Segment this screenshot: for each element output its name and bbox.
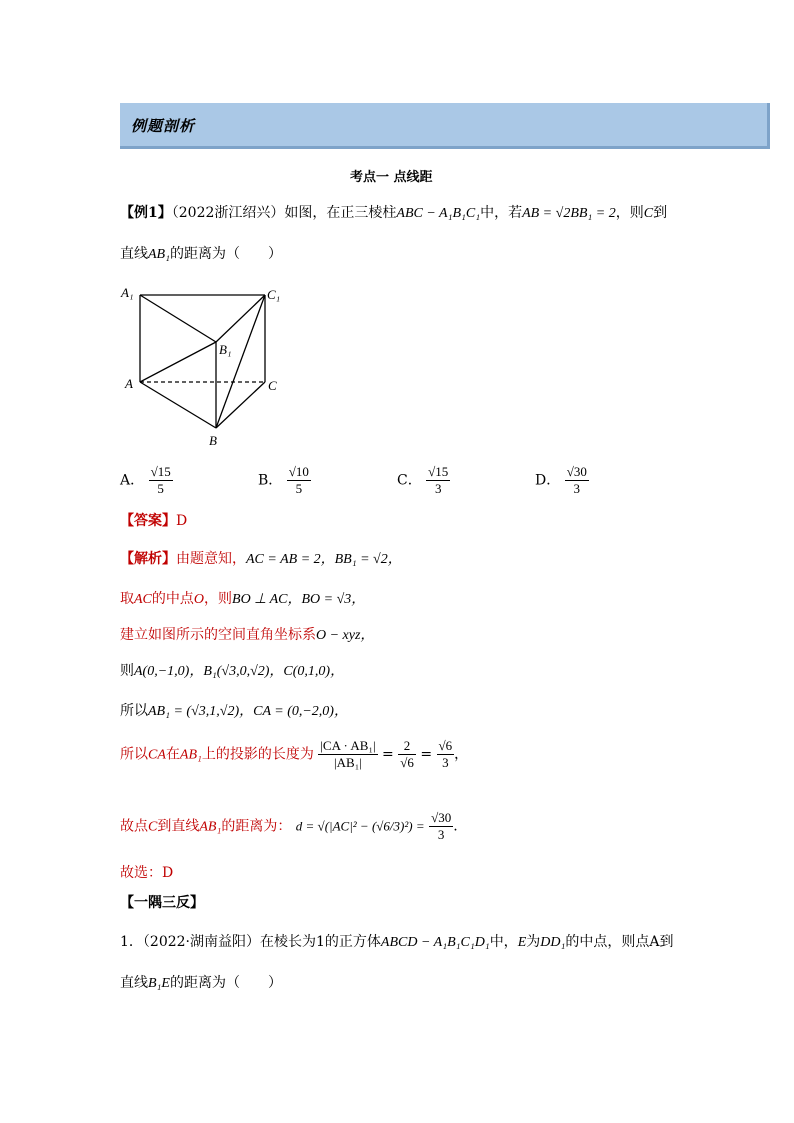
example-text-2b: 的距离为（ ） [169, 246, 282, 262]
analysis-l3-math: O − xyz， [316, 628, 375, 643]
option-c-fraction [426, 464, 450, 497]
option-c-letter: C． [397, 472, 422, 489]
option-b[interactable] [258, 464, 311, 497]
option-b-num: √10 [288, 464, 309, 479]
analysis-line-8: 故选：D [120, 865, 174, 881]
practice-q1-c: 为 [526, 934, 541, 950]
analysis-l7-ab1: AB₁ [199, 819, 222, 835]
projection-2-num: 2 [398, 738, 416, 755]
analysis-label: 【解析】 [120, 551, 176, 567]
example-label: 【例1】 [120, 205, 172, 221]
projection-den: |AB₁| [334, 755, 362, 770]
distance-formula: d = √(|AC|² − (√6/3)²) = [295, 818, 425, 834]
segment-bc1 [216, 295, 265, 428]
analysis-l4-math: A(0,−1,0)，B₁(√3,0,√2)，C(0,1,0)， [134, 664, 345, 679]
section-banner-title: 例题剖析 [131, 117, 196, 135]
practice-q2-a: 直线 [120, 975, 148, 991]
analysis-l2-ac: AC [134, 592, 152, 607]
practice-q1-a: 1．（2022·湖南益阳）在棱长为1的正方体 [120, 934, 381, 950]
analysis-line-6 [120, 738, 468, 771]
analysis-l7-c2: 的距离为： [221, 818, 292, 835]
condition-math: AB = √2BB₁ = 2 [522, 206, 616, 221]
example-line-1 [120, 202, 667, 222]
label-b1: B₁ [219, 342, 232, 357]
option-c-num: √15 [428, 464, 449, 479]
option-d[interactable] [535, 464, 589, 497]
analysis-l6-b: 在 [165, 746, 180, 763]
option-d-letter: D． [535, 472, 561, 489]
projection-fraction-3 [437, 738, 455, 771]
practice-q2-b: 的距离为（ ） [169, 975, 282, 991]
projection-2-den: √6 [400, 755, 414, 770]
analysis-l6-eq: = [382, 746, 394, 763]
example-text-d: 到 [653, 205, 668, 221]
example-line-2 [120, 243, 282, 263]
projection-3-num: √6 [438, 738, 453, 753]
analysis-l6-ca: CA [148, 747, 166, 763]
option-d-fraction [565, 464, 589, 497]
analysis-l1-text: 由题意知， [176, 551, 246, 567]
analysis-l6-eq2: = [420, 746, 433, 763]
distance-den: 3 [437, 827, 445, 842]
analysis-l7-c: C [148, 819, 158, 835]
option-b-fraction [287, 464, 311, 497]
analysis-line-4 [120, 660, 344, 680]
projection-3-den: 3 [442, 755, 449, 770]
practice-b1e: B₁E [148, 976, 170, 991]
distance-num: √30 [431, 810, 452, 825]
analysis-l5-math: AB₁ = (√3,1,√2)，CA = (0,−2,0)， [148, 704, 348, 719]
projection-num: |CA · AB₁| [320, 738, 376, 753]
analysis-l7-end: . [453, 818, 458, 835]
analysis-line-1 [120, 548, 402, 568]
option-a-num: √15 [150, 464, 171, 479]
example-text-a: 如图，在正三棱柱 [284, 205, 397, 221]
option-d-den: 3 [573, 481, 580, 496]
topic-heading: 考点一 点线距 [350, 170, 433, 185]
projection-fraction-2 [398, 738, 416, 771]
analysis-l6-ab1: AB₁ [179, 747, 202, 763]
practice-dd1: DD₁ [540, 935, 566, 950]
analysis-l2-math: BO ⊥ AC，BO = √3， [232, 592, 366, 607]
practice-q1-line-1 [120, 931, 673, 951]
segment-ab1 [140, 342, 216, 382]
prism-name: ABC − A₁B₁C₁ [396, 206, 481, 221]
analysis-l6-c: 上的投影的长度为 [201, 746, 314, 763]
option-a-den: 5 [157, 481, 164, 496]
analysis-line-3 [120, 624, 374, 644]
practice-e: E [517, 935, 527, 950]
line-ab1: AB₁ [148, 247, 170, 262]
practice-label: 【一隅三反】 [120, 895, 204, 911]
section-banner [120, 103, 770, 149]
analysis-l2-a: 取 [120, 591, 134, 607]
option-b-den: 5 [295, 481, 303, 496]
analysis-l6-end: ， [454, 746, 469, 763]
practice-q1-line-2 [120, 972, 282, 992]
practice-q1-d: 的中点，则点A到 [565, 934, 674, 950]
point-c: C [643, 206, 654, 221]
edge-bc [216, 382, 265, 428]
option-b-letter: B． [258, 472, 283, 489]
edge-b1c1 [216, 295, 265, 342]
example-text-2a: 直线 [120, 246, 148, 262]
analysis-l2-c: ，则 [204, 591, 233, 607]
label-b: B [209, 433, 217, 448]
label-a: A [125, 376, 133, 391]
analysis-l2-o: O [193, 592, 205, 607]
analysis-line-5 [120, 700, 348, 720]
analysis-l5-text: 所以 [120, 703, 148, 719]
distance-fraction [429, 810, 453, 843]
option-a-fraction [149, 464, 173, 497]
option-c[interactable] [397, 464, 450, 497]
example-source: （2022浙江绍兴） [171, 205, 285, 221]
analysis-line-7 [120, 810, 458, 843]
practice-q1-b: 中， [489, 934, 518, 950]
analysis-l1-math: AC = AB = 2，BB₁ = √2， [246, 552, 402, 567]
analysis-line-2 [120, 588, 365, 608]
label-a1: A₁ [121, 285, 134, 300]
option-a-letter: A． [120, 472, 145, 489]
analysis-l3-text: 建立如图所示的空间直角坐标系 [120, 627, 316, 643]
analysis-l4-text: 则 [120, 663, 134, 679]
analysis-l2-b: 的中点 [151, 591, 194, 607]
answer-line [120, 510, 187, 530]
edge-ab [140, 382, 216, 428]
option-a[interactable] [120, 464, 173, 497]
analysis-l6-a: 所以 [120, 746, 148, 763]
label-c: C [268, 378, 277, 393]
option-d-num: √30 [566, 464, 587, 479]
analysis-l7-b: 到直线 [157, 818, 200, 835]
label-c1: C₁ [267, 287, 281, 302]
practice-cube: ABCD − A₁B₁C₁D₁ [380, 935, 490, 950]
answer-value: D [176, 513, 188, 529]
option-c-den: 3 [434, 481, 442, 496]
example-text-b: 中，若 [480, 205, 523, 221]
answer-label: 【答案】 [120, 513, 176, 529]
analysis-l7-a: 故点 [120, 818, 148, 835]
projection-fraction [318, 738, 377, 771]
prism-figure [115, 282, 300, 452]
example-text-c: ，则 [615, 205, 644, 221]
edge-a1b1 [140, 295, 216, 342]
